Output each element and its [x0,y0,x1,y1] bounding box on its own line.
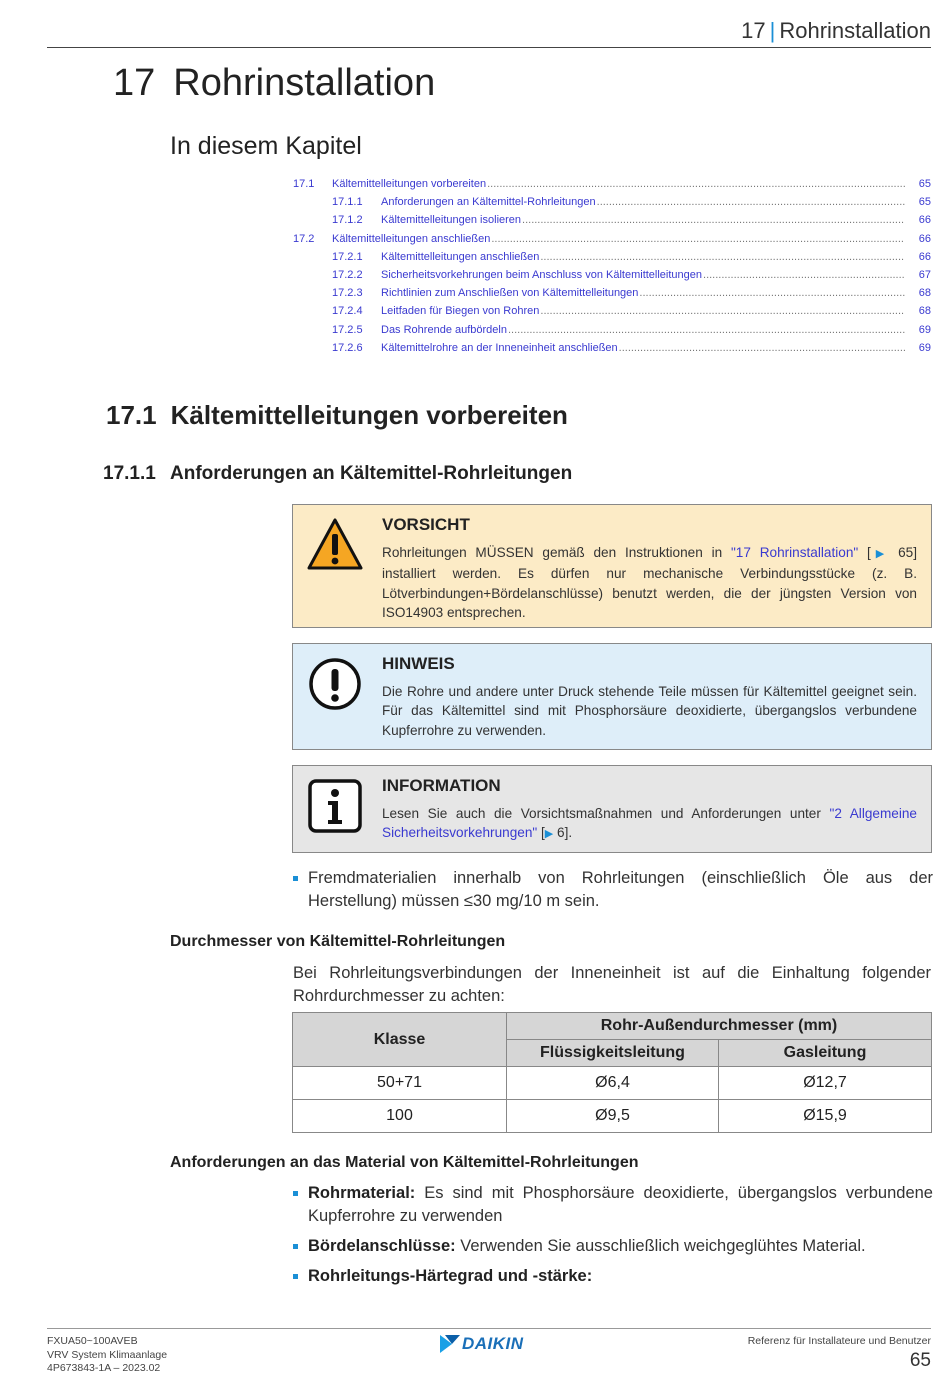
toc-entry[interactable] [293,230,931,248]
col-klasse: Klasse [293,1013,507,1067]
bullet-flare: Bördelanschlüsse: Verwenden Sie ausschließlich weichgeglühtes Material. [293,1235,933,1258]
footer-reference: Referenz für Installateure und Benutzer [747,1335,931,1347]
toc-entry-page[interactable]: 66 [918,250,931,263]
material-heading: Anforderungen an das Material von Kältemittel-Rohrleitungen [170,1154,639,1171]
toc-entry-title[interactable]: Kältemittelleitungen vorbereiten [332,178,487,190]
caution-box [292,504,932,628]
section-title: Kältemittelleitungen vorbereiten [170,400,568,430]
hinweis-title: HINWEIS [382,654,455,673]
toc-entry-number: 17.1.2 [332,214,363,227]
col-gas: Gasleitung [719,1040,932,1067]
toc-entry-title[interactable]: Kältemittelleitungen isolieren [381,214,522,227]
header-chapter: 17 | Rohrinstallation [741,18,931,43]
table-row [293,1067,932,1100]
hinweis-body: Die Rohre und andere unter Druck stehende Teile müssen für Kältemittel geeignet sein. Für das Kältemittel sind mit Phosphorsäure deoxidierte, übergangslos verbundene Kupferrohre zu verwenden. [382,684,917,738]
page-number: 65 [909,1350,931,1371]
header-chapter-title: Rohrinstallation [779,18,931,43]
toc-entry-number: 17.2.6 [332,341,363,354]
cell-liquid: Ø6,4 [507,1067,719,1100]
warning-triangle-icon [307,517,363,573]
toc-entry[interactable] [293,284,931,302]
toc-entry[interactable] [293,193,931,211]
toc-entry-page[interactable]: 68 [918,287,931,300]
footer-divider [47,1328,931,1329]
toc-entry[interactable] [293,302,931,320]
page-ref-arrow-icon: ▶ [544,828,554,841]
chapter-title [113,62,435,105]
footer-model: FXUA50~100AVEB [47,1335,138,1347]
toc-entry[interactable] [293,175,931,193]
toc-entry-title[interactable]: Das Rohrende aufbördeln [381,323,507,336]
caution-body: Rohrleitungen MÜSSEN gemäß den Instruktionen in "17 Rohrinstallation" [▶ 65] installiert werden. Es dürfen nur mechanische Verbindungsstücke (z. B. Lötverbindungen+Bördelanschlüsse) benutzt werden, die der jüngsten Version von ISO14903 entsprechen. [382,545,917,620]
toc-entry[interactable] [293,321,931,339]
toc-entry-page[interactable]: 66 [918,232,931,245]
section-heading [106,400,568,431]
toc-entry-page[interactable]: 65 [918,178,931,190]
toc-heading: In diesem Kapitel [170,132,362,160]
col-liquid: Flüssigkeitsleitung [507,1040,719,1067]
subsection-number: 17.1.1 [103,463,156,484]
toc-entry-title[interactable]: Kältemittelrohre an der Inneneinheit anschließen [381,341,618,354]
toc-leader-dots [540,302,905,320]
section-number: 17.1 [106,400,157,430]
toc-entry-page[interactable]: 67 [918,268,931,281]
footer-doc: 4P673843-1A – 2023.02 [47,1362,161,1374]
toc-entry-title[interactable]: Sicherheitsvorkehrungen beim Anschluss von Kältemittelleitungen [381,268,703,281]
toc-entry[interactable] [293,266,931,284]
toc-leader-dots [639,284,905,302]
cell-gas: Ø12,7 [719,1067,932,1100]
toc-entry[interactable] [293,211,931,229]
info-square-icon [307,778,363,834]
toc-entry-title[interactable]: Anforderungen an Kältemittel-Rohrleitungen [381,196,596,209]
page-header [47,14,931,48]
toc-entry[interactable] [293,339,931,357]
col-outer-diameter: Rohr-Außendurchmesser (mm) [507,1013,932,1040]
cell-gas: Ø15,9 [719,1100,932,1133]
toc-leader-dots [597,193,905,211]
toc-leader-dots [487,175,905,193]
brand-name: DAIKIN [462,1334,524,1353]
toc-entry-page[interactable]: 68 [918,305,931,318]
toc-entry-page[interactable]: 66 [918,214,931,227]
toc-entry-number: 17.2.5 [332,323,363,336]
cell-klasse: 50+71 [293,1067,507,1100]
table-of-contents [293,175,931,357]
daikin-logo-icon [440,1333,524,1355]
toc-entry-page[interactable]: 65 [918,196,931,209]
toc-entry-number: 17.2.2 [332,268,363,281]
information-link[interactable]: "2 Allgemeine Sicherheitsvorkehrungen" [382,806,917,841]
diameter-table [292,1012,932,1133]
toc-entry-page[interactable]: 69 [918,323,931,336]
toc-entry-number: 17.2.3 [332,287,363,300]
toc-leader-dots [540,248,905,266]
bullet-material: Rohrmaterial: Es sind mit Phosphorsäure deoxidierte, übergangslos verbundene Kupferrohre zu verwenden [293,1182,933,1227]
toc-entry-number: 17.2.4 [332,305,363,318]
toc-entry-title[interactable]: Leitfaden für Biegen von Rohren [381,305,540,318]
subsection-heading [103,463,572,485]
diameter-intro: Bei Rohrleitungsverbindungen der Inneneinheit ist auf die Einhaltung folgender Rohrdurchmesser zu achten: [293,964,931,1005]
toc-entry-title[interactable]: Kältemittelleitungen anschließen [332,232,491,245]
caution-link[interactable]: "17 Rohrinstallation" [730,545,859,560]
toc-entry-title[interactable]: Richtlinien zum Anschließen von Kältemittelleitungen [381,287,639,300]
subsection-title: Anforderungen an Kältemittel-Rohrleitungen [170,463,573,484]
footer-left [47,1335,167,1376]
information-body: Lesen Sie auch die Vorsichtsmaßnahmen und Anforderungen unter "2 Allgemeine Sicherheitsvorkehrungen" [▶ 6]. [382,806,917,841]
toc-entry[interactable] [293,248,931,266]
toc-leader-dots [522,211,905,229]
caution-title: VORSICHT [382,515,470,534]
toc-entry-page[interactable]: 69 [918,341,931,354]
diameter-heading: Durchmesser von Kältemittel-Rohrleitungen [170,933,506,950]
toc-entry-number: 17.1 [293,178,315,190]
toc-leader-dots [491,230,905,248]
toc-entry-number: 17.2 [293,232,315,245]
bullet-hardness: Rohrleitungs-Härtegrad und -stärke: [293,1265,933,1288]
toc-leader-dots [619,339,905,357]
exclamation-circle-icon [307,656,363,712]
page-ref-arrow-icon: ▶ [870,548,890,560]
footer-system: VRV System Klimaanlage [47,1348,168,1361]
toc-leader-dots [508,321,905,339]
toc-entry-number: 17.2.1 [332,250,363,263]
hinweis-box [292,643,932,750]
information-box [292,765,932,853]
toc-entry-number: 17.1.1 [332,196,363,209]
information-title: INFORMATION [382,776,501,795]
toc-leader-dots [703,266,905,284]
header-chapter-num: 17 [741,18,766,43]
toc-entry-title[interactable]: Kältemittelleitungen anschließen [381,250,540,263]
chapter-title-text: Rohrinstallation [173,62,436,104]
table-row [293,1100,932,1133]
cell-liquid: Ø9,5 [507,1100,719,1133]
cell-klasse: 100 [293,1100,507,1133]
bullet-foreign-material: Fremdmaterialien innerhalb von Rohrleitungen (einschließlich Öle aus der Herstellung) müssen ≤30 mg/10 m sein. [293,867,933,912]
chapter-number: 17 [113,62,156,104]
